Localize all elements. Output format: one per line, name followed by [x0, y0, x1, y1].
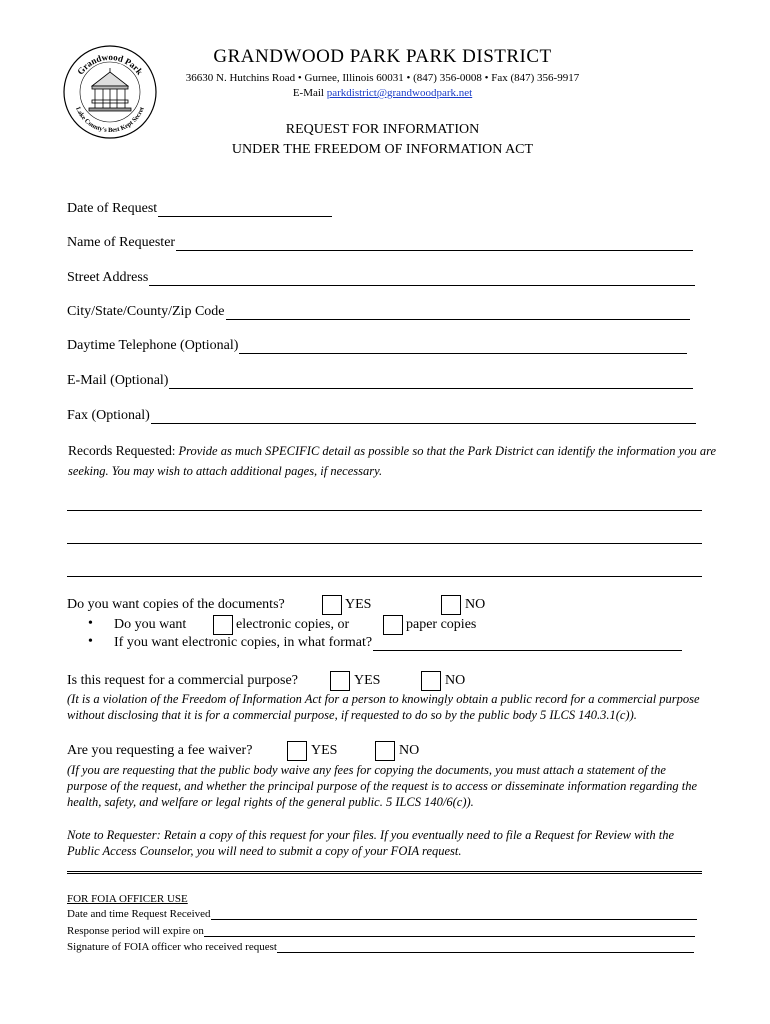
commercial-note: (It is a violation of the Freedom of Information Act for a person to knowingly obtain a public record for a commercial purpose without disclosing that it is for a commercial purpose, if requested to do so by the public body 5 ILCS 140.3.1(c)).: [67, 692, 700, 722]
records-requested-block: [68, 441, 718, 481]
fee-waiver-note: (If you are requesting that the public body waive any fees for copying the documents, you must attach a statement of the purpose of the request, and whether the principal purpose of the request is to access or disseminate information regarding the health, safety, and welfare or legal rights of the general public. 5 ILCS 140/6(c)).: [67, 763, 698, 809]
email-optional-field: [67, 371, 693, 389]
commercial-yes-label: YES: [354, 673, 381, 688]
records-requested-label: Records Requested: [68, 443, 172, 458]
records-line-3[interactable]: [67, 576, 702, 577]
bullet-2: •: [88, 634, 93, 649]
signature-line[interactable]: [277, 941, 694, 953]
organization-email-row: [160, 87, 605, 99]
city-state-zip-label: City/State/County/Zip Code: [67, 304, 225, 319]
copies-yes-checkbox[interactable]: [322, 595, 342, 615]
fee-waiver-no-label: NO: [399, 743, 420, 758]
expire-line[interactable]: [204, 925, 695, 937]
expire-field: [67, 924, 695, 937]
street-address-line[interactable]: [149, 271, 695, 286]
daytime-telephone-label: Daytime Telephone (Optional): [67, 338, 239, 353]
fee-waiver-yes-checkbox[interactable]: [287, 741, 307, 761]
expire-label: Response period will expire on: [67, 925, 204, 937]
commercial-no-label: NO: [445, 673, 466, 688]
form-title: [160, 120, 605, 160]
email-label: E-Mail: [292, 87, 327, 99]
email-link[interactable]: parkdistrict@grandwoodpark.net: [326, 87, 473, 99]
section-divider: [67, 871, 702, 874]
copies-format-prompt: Do you want: [114, 617, 187, 632]
fax-optional-field: [67, 406, 696, 424]
received-label: Date and time Request Received: [67, 908, 211, 920]
fee-waiver-no-checkbox[interactable]: [375, 741, 395, 761]
daytime-telephone-field: [67, 336, 687, 354]
date-of-request-line[interactable]: [158, 202, 332, 217]
electronic-format-label: If you want electronic copies, in what format?: [114, 635, 373, 650]
logo-ring-bottom: Lake County's Best Kept Secret: [74, 106, 146, 135]
bullet-1: •: [88, 616, 93, 631]
city-state-zip-field: [67, 302, 690, 320]
copies-no-checkbox[interactable]: [441, 595, 461, 615]
electronic-format-line[interactable]: [373, 636, 682, 651]
records-line-2[interactable]: [67, 543, 702, 544]
city-state-zip-line[interactable]: [226, 305, 690, 320]
date-of-request-label: Date of Request: [67, 201, 158, 216]
street-address-field: [67, 268, 695, 286]
commercial-no-checkbox[interactable]: [421, 671, 441, 691]
commercial-question: Is this request for a commercial purpose?: [67, 673, 298, 688]
daytime-telephone-line[interactable]: [239, 339, 687, 354]
received-line[interactable]: [211, 908, 697, 920]
email-optional-label: E-Mail (Optional): [67, 373, 169, 388]
date-of-request-field: [67, 199, 332, 217]
organization-address: 36630 N. Hutchins Road • Gurnee, Illinois 60031 • (847) 356-0008 • Fax (847) 356-9917: [185, 72, 580, 84]
signature-label: Signature of FOIA officer who received request: [67, 941, 277, 953]
fax-optional-label: Fax (Optional): [67, 408, 150, 423]
fee-waiver-question: Are you requesting a fee waiver?: [67, 743, 253, 758]
street-address-label: Street Address: [67, 270, 149, 285]
note-to-requester: Note to Requester: Retain a copy of this request for your files. If you eventually need to file a Request for Review with the Public Access Counselor, you will need to submit a copy of your FOIA request.: [67, 828, 675, 858]
received-field: [67, 907, 697, 920]
records-line-1[interactable]: [67, 510, 702, 511]
form-title-line2: UNDER THE FREEDOM OF INFORMATION ACT: [231, 142, 534, 157]
electronic-format-field: [114, 633, 682, 651]
gazebo-seal-icon: [62, 44, 158, 140]
electronic-copies-checkbox[interactable]: [213, 615, 233, 635]
paper-copies-label: paper copies: [406, 617, 477, 632]
foia-officer-heading: FOR FOIA OFFICER USE: [67, 893, 188, 905]
logo-ring-top: Grandwood Park: [75, 51, 145, 77]
fax-optional-line[interactable]: [151, 409, 696, 424]
fee-waiver-yes-label: YES: [311, 743, 338, 758]
records-colon: :: [171, 444, 179, 458]
form-title-line1: REQUEST FOR INFORMATION: [285, 122, 480, 137]
copies-question: Do you want copies of the documents?: [67, 597, 285, 612]
copies-no-label: NO: [465, 597, 486, 612]
electronic-copies-label: electronic copies, or: [236, 617, 350, 632]
commercial-yes-checkbox[interactable]: [330, 671, 350, 691]
email-optional-line[interactable]: [169, 374, 693, 389]
organization-name: GRANDWOOD PARK PARK DISTRICT: [213, 46, 552, 67]
name-of-requester-label: Name of Requester: [67, 235, 176, 250]
copies-yes-label: YES: [345, 597, 372, 612]
records-requested-instructions: Provide as much SPECIFIC detail as possible so that the Park District can identify the information you are seeking. You may wish to attach additional pages, if necessary.: [68, 444, 717, 478]
paper-copies-checkbox[interactable]: [383, 615, 403, 635]
name-of-requester-line[interactable]: [176, 236, 693, 251]
park-district-logo: [62, 44, 158, 140]
name-of-requester-field: [67, 233, 693, 251]
signature-field: [67, 940, 694, 953]
